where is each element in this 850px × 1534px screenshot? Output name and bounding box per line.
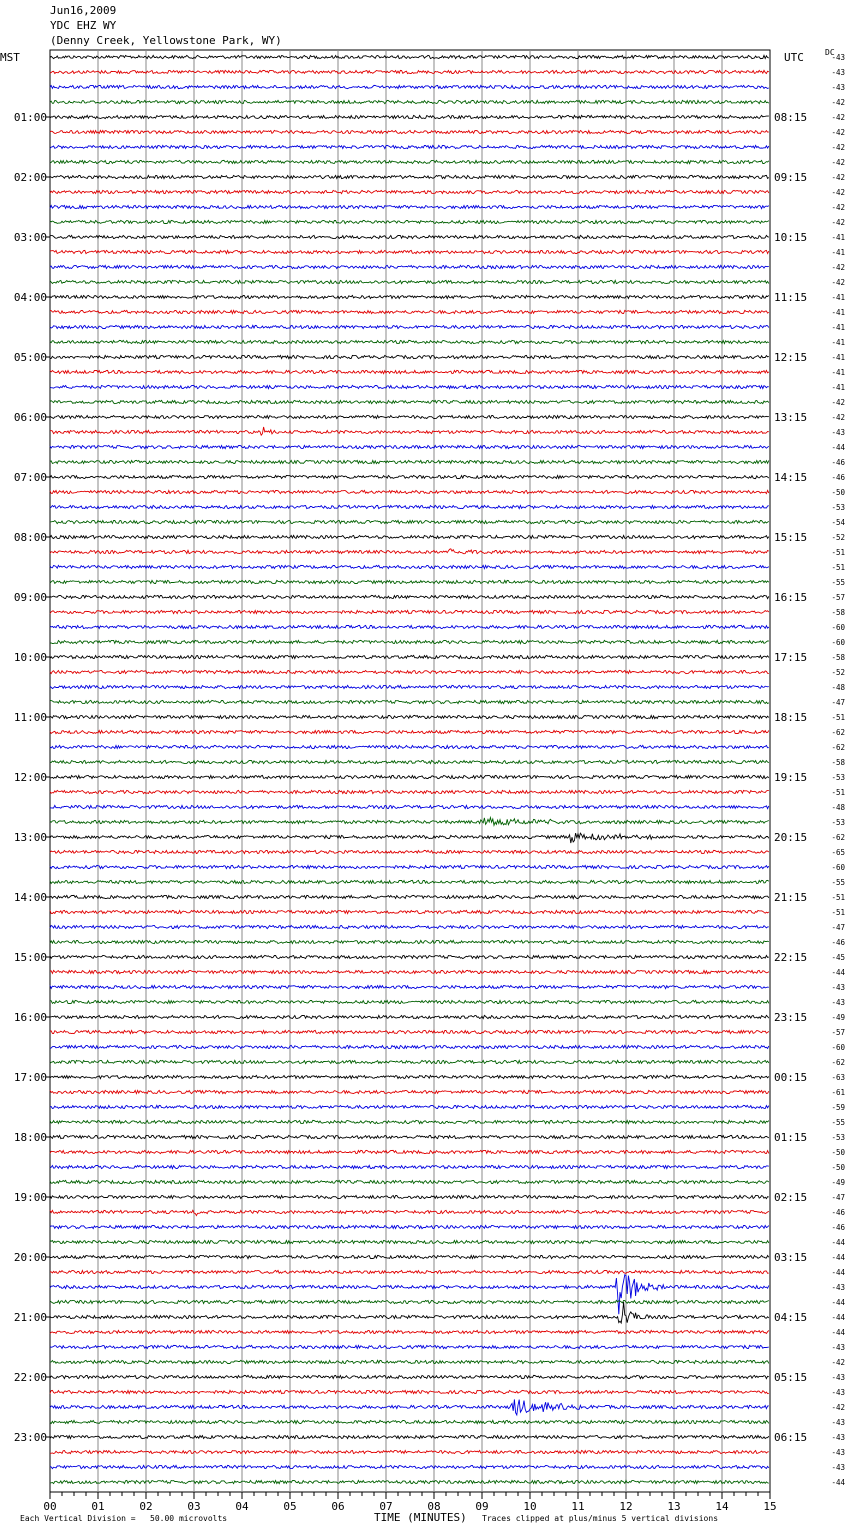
seismic-trace — [50, 295, 769, 298]
utc-hour-label: 05:15 — [774, 1371, 808, 1384]
dc-offset-label: -53 — [831, 1133, 845, 1142]
dc-offset-label: -57 — [831, 593, 845, 602]
seismic-trace — [50, 340, 769, 343]
seismic-trace — [50, 1240, 769, 1243]
mst-hour-label: 23:00 — [13, 1431, 47, 1444]
dc-offset-label: -60 — [831, 623, 845, 632]
seismic-trace — [50, 70, 769, 73]
seismic-trace — [50, 805, 769, 808]
seismic-trace — [50, 818, 769, 826]
dc-offset-label: -49 — [831, 1013, 845, 1022]
dc-offset-label: -51 — [831, 908, 845, 917]
dc-offset-label: -42 — [831, 98, 845, 107]
right-timezone-label: UTC — [784, 51, 804, 64]
seismic-trace — [50, 640, 769, 643]
mst-hour-label: 09:00 — [13, 591, 47, 604]
seismic-trace — [50, 1030, 769, 1033]
dc-offset-label: -43 — [831, 1433, 845, 1442]
x-axis-title: TIME (MINUTES) — [374, 1511, 467, 1524]
seismic-trace — [50, 505, 769, 508]
seismic-trace — [50, 355, 769, 358]
x-tick-label: 00 — [43, 1500, 57, 1513]
seismic-trace — [50, 970, 769, 973]
seismic-trace — [50, 235, 769, 238]
dc-offset-label: -52 — [831, 668, 845, 677]
dc-offset-label: -44 — [831, 1478, 845, 1487]
seismic-trace — [50, 460, 769, 463]
utc-hour-label: 00:15 — [774, 1071, 808, 1084]
seismic-trace — [50, 580, 769, 583]
seismic-trace — [50, 1120, 769, 1123]
dc-header-label: DC — [825, 48, 835, 57]
dc-offset-label: -46 — [831, 458, 845, 467]
seismic-trace — [50, 250, 769, 253]
dc-offset-label: -42 — [831, 188, 845, 197]
utc-hour-label: 16:15 — [774, 591, 808, 604]
x-tick-label: 10 — [523, 1500, 537, 1513]
dc-offset-label: -62 — [831, 1058, 845, 1067]
dc-offset-label: -48 — [831, 803, 845, 812]
mst-hour-label: 18:00 — [13, 1131, 47, 1144]
dc-offset-label: -41 — [831, 233, 845, 242]
x-tick-label: 04 — [235, 1500, 249, 1513]
dc-offset-label: -54 — [831, 518, 845, 527]
dc-offset-label: -43 — [831, 1418, 845, 1427]
seismic-trace — [50, 415, 769, 418]
seismic-trace — [50, 310, 769, 313]
dc-offset-label: -62 — [831, 728, 845, 737]
utc-hour-label: 14:15 — [774, 471, 808, 484]
mst-hour-label: 07:00 — [13, 471, 47, 484]
seismic-trace — [50, 655, 769, 658]
seismic-trace — [50, 595, 769, 598]
dc-offset-label: -42 — [831, 173, 845, 182]
dc-offset-label: -44 — [831, 1298, 845, 1307]
seismic-trace — [50, 400, 769, 403]
seismic-trace — [50, 1420, 769, 1423]
dc-offset-label: -42 — [831, 218, 845, 227]
utc-hour-label: 15:15 — [774, 531, 808, 544]
mst-hour-label: 14:00 — [13, 891, 47, 904]
dc-offset-label: -44 — [831, 1253, 845, 1262]
x-tick-label: 02 — [139, 1500, 153, 1513]
mst-hour-label: 12:00 — [13, 771, 47, 784]
seismic-trace — [50, 190, 769, 193]
mst-hour-label: 04:00 — [13, 291, 47, 304]
seismic-trace — [50, 790, 769, 793]
mst-hour-label: 20:00 — [13, 1251, 47, 1264]
seismic-trace — [50, 1330, 769, 1333]
dc-offset-label: -41 — [831, 368, 845, 377]
utc-hour-label: 22:15 — [774, 951, 808, 964]
dc-offset-label: -42 — [831, 203, 845, 212]
seismic-trace — [50, 700, 769, 703]
seismic-trace — [50, 549, 769, 554]
dc-offset-label: -43 — [831, 1448, 845, 1457]
dc-offset-label: -46 — [831, 1223, 845, 1232]
seismic-trace — [50, 385, 769, 388]
dc-offset-label: -43 — [831, 983, 845, 992]
utc-hour-label: 10:15 — [774, 231, 808, 244]
station-location: (Denny Creek, Yellowstone Park, WY) — [50, 34, 282, 47]
utc-hour-label: 12:15 — [774, 351, 808, 364]
seismic-trace — [50, 955, 769, 958]
x-tick-label: 03 — [187, 1500, 201, 1513]
seismic-trace — [50, 1300, 769, 1303]
dc-offset-label: -41 — [831, 338, 845, 347]
dc-offset-label: -50 — [831, 1148, 845, 1157]
seismic-trace — [50, 1435, 769, 1438]
dc-offset-label: -50 — [831, 1163, 845, 1172]
seismic-trace — [50, 220, 769, 223]
x-tick-label: 06 — [331, 1500, 345, 1513]
seismic-trace — [50, 1045, 769, 1048]
dc-offset-label: -60 — [831, 1043, 845, 1052]
mst-hour-label: 01:00 — [13, 111, 47, 124]
mst-hour-label: 06:00 — [13, 411, 47, 424]
dc-offset-label: -43 — [831, 53, 845, 62]
dc-offset-label: -62 — [831, 743, 845, 752]
seismic-trace — [50, 1225, 769, 1228]
seismic-trace — [50, 205, 769, 208]
seismic-trace — [50, 1105, 769, 1108]
dc-offset-label: -42 — [831, 158, 845, 167]
dc-offset-label: -45 — [831, 953, 845, 962]
seismic-trace — [50, 520, 769, 523]
seismic-trace — [50, 940, 769, 943]
seismic-trace — [50, 160, 769, 163]
seismic-trace — [50, 1165, 769, 1168]
mst-hour-label: 08:00 — [13, 531, 47, 544]
seismic-trace — [50, 1302, 769, 1323]
seismic-trace — [50, 1450, 769, 1453]
utc-hour-label: 04:15 — [774, 1311, 808, 1324]
dc-offset-label: -61 — [831, 1088, 845, 1097]
x-tick-label: 13 — [667, 1500, 681, 1513]
seismic-trace — [50, 1075, 769, 1078]
seismic-trace — [50, 833, 769, 843]
seismic-trace — [50, 1180, 769, 1183]
x-tick-label: 14 — [715, 1500, 729, 1513]
seismic-trace — [50, 1015, 769, 1018]
left-timezone-label: MST — [0, 51, 20, 64]
dc-offset-label: -48 — [831, 683, 845, 692]
seismic-trace — [50, 1375, 769, 1378]
dc-offset-label: -43 — [831, 68, 845, 77]
seismic-trace — [50, 145, 769, 148]
mst-hour-label: 02:00 — [13, 171, 47, 184]
dc-offset-label: -44 — [831, 1238, 845, 1247]
seismic-trace — [50, 175, 769, 178]
x-tick-label: 15 — [763, 1500, 777, 1513]
utc-hour-label: 03:15 — [774, 1251, 808, 1264]
dc-offset-label: -52 — [831, 533, 845, 542]
seismic-trace — [50, 1480, 769, 1483]
seismic-trace — [50, 445, 769, 448]
dc-offset-label: -42 — [831, 113, 845, 122]
dc-offset-label: -43 — [831, 1388, 845, 1397]
utc-hour-label: 19:15 — [774, 771, 808, 784]
dc-offset-label: -43 — [831, 83, 845, 92]
dc-offset-label: -53 — [831, 773, 845, 782]
seismic-trace — [50, 745, 769, 748]
dc-offset-label: -49 — [831, 1178, 845, 1187]
utc-hour-label: 09:15 — [774, 171, 808, 184]
utc-hour-label: 06:15 — [774, 1431, 808, 1444]
dc-offset-label: -50 — [831, 488, 845, 497]
dc-offset-label: -51 — [831, 563, 845, 572]
dc-offset-label: -43 — [831, 428, 845, 437]
dc-offset-label: -42 — [831, 413, 845, 422]
dc-offset-label: -41 — [831, 383, 845, 392]
seismic-trace — [50, 685, 769, 688]
utc-hour-label: 11:15 — [774, 291, 808, 304]
dc-offset-label: -57 — [831, 1028, 845, 1037]
seismic-trace — [50, 880, 769, 883]
seismic-trace — [50, 55, 769, 58]
dc-offset-label: -44 — [831, 1313, 845, 1322]
dc-offset-label: -42 — [831, 278, 845, 287]
seismic-trace — [50, 130, 769, 133]
dc-offset-label: -41 — [831, 353, 845, 362]
dc-offset-label: -60 — [831, 638, 845, 647]
seismic-trace — [50, 1090, 769, 1093]
dc-offset-label: -53 — [831, 503, 845, 512]
seismic-trace — [50, 865, 769, 868]
plot-date: Jun16,2009 — [50, 4, 117, 17]
dc-offset-label: -44 — [831, 1328, 845, 1337]
seismic-trace — [50, 1150, 769, 1153]
dc-offset-label: -43 — [831, 1463, 845, 1472]
seismic-trace — [50, 370, 769, 373]
dc-offset-label: -46 — [831, 1208, 845, 1217]
mst-hour-label: 03:00 — [13, 231, 47, 244]
seismic-trace — [50, 1000, 769, 1003]
seismic-trace — [50, 1210, 769, 1215]
utc-hour-label: 20:15 — [774, 831, 808, 844]
dc-offset-label: -42 — [831, 1403, 845, 1412]
seismic-trace — [50, 925, 769, 928]
dc-offset-label: -43 — [831, 1373, 845, 1382]
utc-hour-label: 17:15 — [774, 651, 808, 664]
seismic-trace — [50, 1195, 769, 1198]
dc-offset-label: -41 — [831, 323, 845, 332]
dc-offset-label: -51 — [831, 548, 845, 557]
seismic-trace — [50, 985, 769, 988]
seismic-trace — [50, 475, 769, 478]
dc-offset-label: -42 — [831, 263, 845, 272]
mst-hour-label: 17:00 — [13, 1071, 47, 1084]
mst-hour-label: 19:00 — [13, 1191, 47, 1204]
utc-hour-label: 21:15 — [774, 891, 808, 904]
dc-offset-label: -47 — [831, 923, 845, 932]
dc-offset-label: -41 — [831, 308, 845, 317]
mst-hour-label: 16:00 — [13, 1011, 47, 1024]
dc-offset-label: -44 — [831, 968, 845, 977]
utc-hour-label: 02:15 — [774, 1191, 808, 1204]
seismic-trace — [50, 760, 769, 763]
seismic-trace — [50, 610, 769, 613]
dc-offset-label: -51 — [831, 893, 845, 902]
dc-offset-label: -55 — [831, 578, 845, 587]
seismic-trace — [50, 535, 769, 538]
seismic-trace — [50, 1390, 769, 1393]
seismic-trace — [50, 730, 769, 733]
station-code: YDC EHZ WY — [50, 19, 117, 32]
dc-offset-label: -60 — [831, 863, 845, 872]
utc-hour-label: 01:15 — [774, 1131, 808, 1144]
utc-hour-label: 08:15 — [774, 111, 808, 124]
dc-offset-label: -47 — [831, 698, 845, 707]
utc-hour-label: 13:15 — [774, 411, 808, 424]
x-tick-label: 11 — [571, 1500, 585, 1513]
vertical-division-note: Each Vertical Division = 50.00 microvolts — [20, 1514, 228, 1523]
seismic-trace — [50, 1060, 769, 1063]
dc-offset-label: -55 — [831, 878, 845, 887]
seismic-trace — [50, 625, 769, 628]
dc-offset-label: -41 — [831, 248, 845, 257]
mst-hour-label: 15:00 — [13, 951, 47, 964]
dc-offset-label: -51 — [831, 788, 845, 797]
seismic-trace — [50, 1399, 769, 1415]
dc-offset-label: -47 — [831, 1193, 845, 1202]
seismic-trace — [50, 1465, 769, 1468]
dc-offset-label: -42 — [831, 398, 845, 407]
seismic-trace — [50, 910, 769, 913]
seismic-trace — [50, 1275, 769, 1314]
seismic-trace — [50, 1270, 769, 1273]
mst-hour-label: 05:00 — [13, 351, 47, 364]
seismic-trace — [50, 325, 769, 328]
x-tick-label: 05 — [283, 1500, 297, 1513]
dc-offset-label: -51 — [831, 713, 845, 722]
seismic-trace — [50, 427, 769, 435]
seismic-trace — [50, 100, 769, 103]
seismic-trace — [50, 715, 769, 718]
dc-offset-label: -41 — [831, 293, 845, 302]
seismic-trace — [50, 1360, 769, 1363]
mst-hour-label: 10:00 — [13, 651, 47, 664]
seismic-trace — [50, 850, 769, 853]
dc-offset-label: -43 — [831, 998, 845, 1007]
dc-offset-label: -62 — [831, 833, 845, 842]
dc-offset-label: -58 — [831, 758, 845, 767]
dc-offset-label: -46 — [831, 473, 845, 482]
seismic-trace — [50, 115, 769, 118]
mst-hour-label: 22:00 — [13, 1371, 47, 1384]
seismic-trace — [50, 265, 769, 268]
seismic-trace — [50, 775, 769, 778]
mst-hour-label: 21:00 — [13, 1311, 47, 1324]
seismic-trace — [50, 490, 769, 493]
dc-offset-label: -42 — [831, 128, 845, 137]
dc-offset-label: -58 — [831, 653, 845, 662]
dc-offset-label: -53 — [831, 818, 845, 827]
seismic-trace — [50, 565, 769, 568]
dc-offset-label: -46 — [831, 938, 845, 947]
x-tick-label: 01 — [91, 1500, 105, 1513]
dc-offset-label: -44 — [831, 443, 845, 452]
seismic-trace — [50, 1135, 769, 1138]
seismic-trace — [50, 1255, 769, 1258]
x-tick-label: 07 — [379, 1500, 393, 1513]
utc-hour-label: 23:15 — [774, 1011, 808, 1024]
seismic-trace — [50, 1345, 769, 1348]
dc-offset-label: -63 — [831, 1073, 845, 1082]
utc-hour-label: 18:15 — [774, 711, 808, 724]
seismic-trace — [50, 280, 769, 283]
dc-offset-label: -55 — [831, 1118, 845, 1127]
seismic-trace — [50, 670, 769, 673]
clipping-note: Traces clipped at plus/minus 5 vertical divisions — [482, 1514, 719, 1523]
seismic-trace — [50, 85, 769, 88]
dc-offset-label: -44 — [831, 1268, 845, 1277]
dc-offset-label: -42 — [831, 1358, 845, 1367]
dc-offset-label: -43 — [831, 1343, 845, 1352]
dc-offset-label: -43 — [831, 1283, 845, 1292]
dc-offset-label: -59 — [831, 1103, 845, 1112]
x-tick-label: 09 — [475, 1500, 489, 1513]
x-tick-label: 12 — [619, 1500, 633, 1513]
mst-hour-label: 11:00 — [13, 711, 47, 724]
x-tick-label: 08 — [427, 1500, 441, 1513]
dc-offset-label: -65 — [831, 848, 845, 857]
dc-offset-label: -42 — [831, 143, 845, 152]
seismic-trace — [50, 895, 769, 898]
dc-offset-label: -58 — [831, 608, 845, 617]
mst-hour-label: 13:00 — [13, 831, 47, 844]
